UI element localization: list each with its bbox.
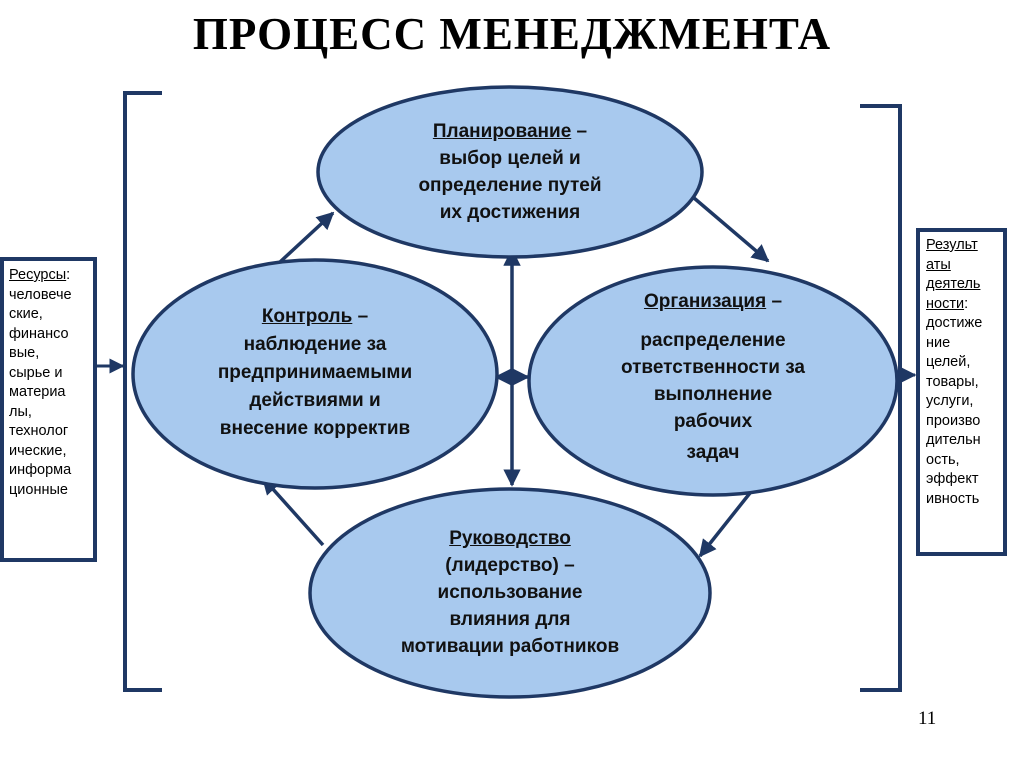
leadership-line: мотивации работников [400,636,620,657]
planning-line: выбор целей и [439,148,581,169]
control-title: Контроль [261,306,353,327]
resources-text [9,266,93,500]
organization-line: распределение [640,330,786,351]
organization-node [573,288,853,466]
organization-line: задач [686,442,740,463]
resources-line: ские, [9,306,43,322]
leadership-line: использование [437,582,583,603]
arrow-organization-to-leadership [700,493,750,556]
resources-line: ические, [9,442,67,459]
arrow-control-to-planning [280,213,333,262]
control-node [175,303,455,443]
resources-line: сырье и [9,364,63,381]
organization-title: Организация [643,291,767,312]
resources-line: ционные [9,481,68,498]
results-line: эффект [926,471,979,487]
control-dash: – [352,306,369,327]
control-line: наблюдение за [243,334,387,355]
resources-heading [9,266,93,286]
results-line: ивность [926,490,980,507]
arrow-planning-to-organization [694,198,768,261]
resources-line: информа [9,462,72,478]
results-title-last [926,295,1004,315]
results-text [926,236,1004,509]
results-line: ние [926,334,951,351]
organization-heading [573,288,853,315]
planning-heading [390,118,630,145]
control-heading [175,303,455,331]
organization-line: ответственности за [620,357,805,378]
results-line: товары, [926,373,979,390]
resources-title: Ресурсы [9,267,67,283]
results-line: целей, [926,354,971,370]
resources-line: финансо [9,325,69,342]
results-line: услуги, [926,393,974,409]
resources-line: материа [9,384,66,400]
results-title-line: ности [926,295,965,312]
results-title-line: Результ [926,237,978,253]
organization-line: рабочих [673,411,753,432]
resources-line: человече [9,286,72,303]
results-line: дительн [926,432,981,448]
leadership-line: (лидерство) – [445,555,575,576]
results-line: произво [926,412,981,429]
slide-title: ПРОЦЕСС МЕНЕДЖМЕНТА [192,9,832,59]
resources-colon: : [66,267,71,283]
organization-dash: – [766,291,783,312]
results-line: достиже [926,315,983,331]
leadership-title: Руководство [449,528,571,549]
leadership-node [360,525,660,660]
control-line: внесение корректив [219,418,411,439]
resources-line: лы, [9,403,32,420]
planning-dash: – [571,121,588,142]
leadership-heading [360,525,660,552]
planning-line: их достижения [439,202,581,223]
planning-node [390,118,630,226]
resources-line: технолог [9,423,69,439]
page-number: 11 [918,708,937,729]
resources-line: вые, [9,345,40,361]
leadership-line: влияния для [449,609,571,630]
results-line: ость, [926,451,960,468]
organization-line: выполнение [653,384,773,405]
control-line: действиями и [249,390,381,411]
planning-title: Планирование [432,121,572,142]
planning-line: определение путей [418,175,602,196]
control-line: предпринимаемыми [217,362,413,383]
results-title-line: аты [926,256,951,273]
results-title-line: деятель [926,276,981,292]
results-colon: : [964,295,969,312]
